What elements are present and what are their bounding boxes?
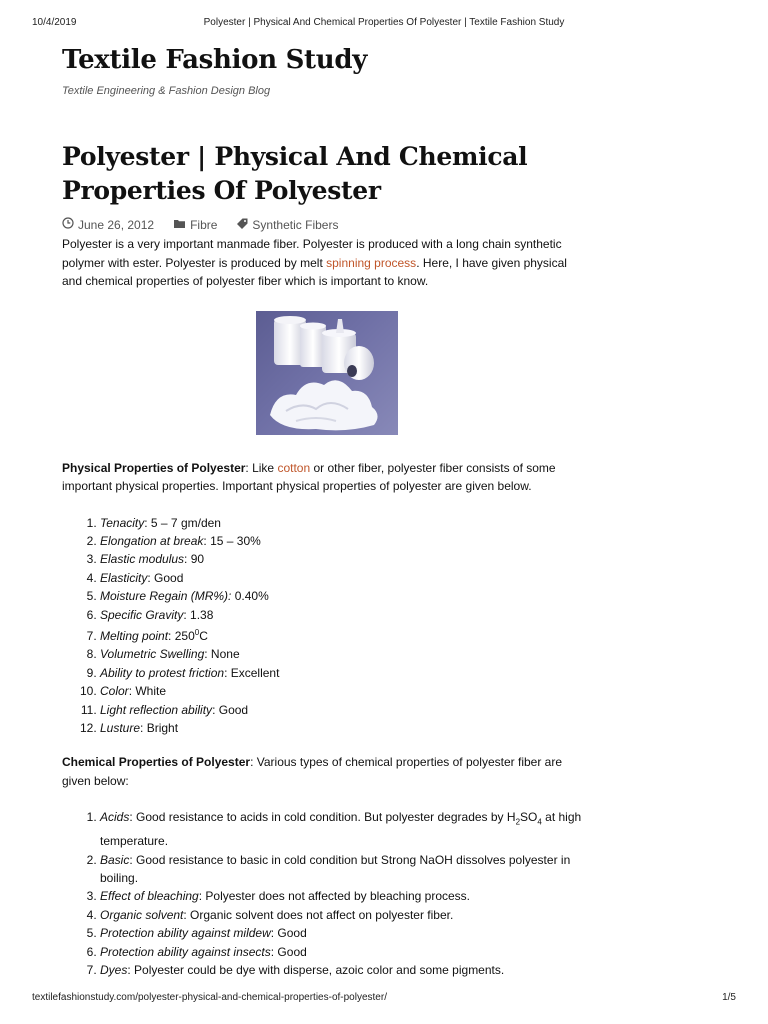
print-page-title: Polyester | Physical And Chemical Properties Of Polyester | Textile Fashion Study xyxy=(203,17,565,28)
property-label: Dyes xyxy=(100,963,128,978)
property-label: Specific Gravity xyxy=(100,607,184,622)
post-tag-item xyxy=(237,217,338,233)
list-item xyxy=(100,961,582,979)
list-item xyxy=(100,943,582,961)
spinning-process-link[interactable]: spinning process xyxy=(326,255,417,270)
list-item xyxy=(100,514,582,532)
list-item xyxy=(100,624,582,645)
post-date-item xyxy=(62,217,154,233)
chemical-intro xyxy=(62,753,582,790)
site-title-link[interactable]: Textile Fashion Study xyxy=(62,45,368,75)
folder-icon xyxy=(174,217,186,233)
property-label: Volumetric Swelling xyxy=(100,647,205,662)
post-category-link[interactable]: Fibre xyxy=(190,218,218,232)
print-page-number: 1/5 xyxy=(722,992,736,1003)
post-category-item xyxy=(174,217,217,233)
property-label: Moisture Regain (MR%): xyxy=(100,589,232,604)
property-value: : 15 – 30% xyxy=(203,533,261,548)
intro-paragraph xyxy=(62,235,582,291)
property-label: Effect of bleaching xyxy=(100,889,199,904)
list-item xyxy=(100,906,582,924)
property-value: : Good xyxy=(212,702,249,717)
site-description: Textile Engineering & Fashion Design Blog xyxy=(62,85,271,97)
chemical-properties-list xyxy=(62,808,582,979)
property-label: Color xyxy=(100,684,129,699)
property-label: Acids xyxy=(100,810,130,825)
property-label: Lusture xyxy=(100,720,141,735)
property-value: : Polyester does not affected by bleaching process. xyxy=(198,889,471,904)
physical-lead-start: : Like xyxy=(245,460,278,475)
property-label: Melting point xyxy=(100,628,169,643)
property-value: : Good xyxy=(270,944,307,959)
list-item xyxy=(100,924,582,942)
property-value-end: at high temperature. xyxy=(100,810,582,849)
physical-intro xyxy=(62,459,582,496)
list-item xyxy=(100,701,582,719)
property-value: : Organic solvent does not affect on polyester fiber. xyxy=(183,907,454,922)
property-value: : 250 xyxy=(168,628,195,643)
post-date-link[interactable]: June 26, 2012 xyxy=(78,218,155,232)
post-tag-link[interactable]: Synthetic Fibers xyxy=(252,218,339,232)
property-label: Elasticity xyxy=(100,570,148,585)
property-label: Elongation at break xyxy=(100,533,204,548)
property-value: : Good xyxy=(270,926,307,941)
list-item xyxy=(100,664,582,682)
list-item xyxy=(100,808,582,850)
list-item xyxy=(100,606,582,624)
property-label: Light reflection ability xyxy=(100,702,213,717)
property-value: : 1.38 xyxy=(183,607,214,622)
list-item xyxy=(100,550,582,568)
print-date: 10/4/2019 xyxy=(32,17,77,28)
article-content xyxy=(62,42,582,979)
formula-subscript: 4 xyxy=(537,817,542,827)
list-item xyxy=(100,587,582,605)
property-label: Elastic modulus xyxy=(100,552,185,567)
print-footer xyxy=(32,992,736,1006)
property-value: : Good resistance to acids in cold condition. But polyester degrades by H xyxy=(129,810,516,825)
property-value: : Bright xyxy=(140,720,179,735)
cotton-link[interactable]: cotton xyxy=(277,460,311,475)
property-value: 0.40% xyxy=(231,589,269,604)
property-label: Tenacity xyxy=(100,515,145,530)
list-item xyxy=(100,569,582,587)
property-value: : Good xyxy=(147,570,184,585)
property-label: Basic xyxy=(100,852,130,867)
list-item xyxy=(100,719,582,737)
intro-text-end: . Here, I have given physical and chemical properties of polyester fiber which is important to know. xyxy=(62,255,567,288)
degree-superscript: 0 xyxy=(194,627,200,637)
list-item xyxy=(100,851,582,888)
property-label: Protection ability against mildew xyxy=(100,926,271,941)
chemical-heading: Chemical Properties of Polyester xyxy=(62,755,251,770)
property-label: Ability to protest friction xyxy=(100,665,225,680)
property-value: : Polyester could be dye with disperse, azoic color and some pigments. xyxy=(127,963,505,978)
property-value: : Good resistance to basic in cold condition but Strong NaOH dissolves polyester in boiling. xyxy=(100,852,571,885)
physical-lead-end: or other fiber, polyester fiber consists of some important physical properties. Important physical properties of polyester are given below. xyxy=(62,460,556,493)
property-value: : Excellent xyxy=(224,665,280,680)
property-value: : White xyxy=(128,684,167,699)
post-title: Polyester | Physical And Chemical Properties Of Polyester xyxy=(62,142,528,205)
chemical-lead: : Various types of chemical properties of polyester fiber are given below: xyxy=(62,755,563,788)
list-item xyxy=(100,532,582,550)
intro-text-start: Polyester is a very important manmade fiber. Polyester is produced with a long chain synthetic polymer with ester. Polyester is produced by melt xyxy=(62,237,562,270)
list-item xyxy=(100,682,582,700)
print-header xyxy=(32,17,736,31)
post-meta xyxy=(62,217,582,233)
physical-heading: Physical Properties of Polyester xyxy=(62,460,246,475)
print-url: textilefashionstudy.com/polyester-physical-and-chemical-properties-of-polyester/ xyxy=(32,992,387,1003)
unit-text: C xyxy=(199,628,208,643)
list-item xyxy=(100,887,582,905)
property-label: Protection ability against insects xyxy=(100,944,271,959)
list-item xyxy=(100,645,582,663)
property-value: : 90 xyxy=(184,552,205,567)
polyester-yarn-image xyxy=(256,311,398,435)
formula-text: SO xyxy=(520,810,538,825)
property-label: Organic solvent xyxy=(100,907,184,922)
tag-icon xyxy=(237,217,248,233)
property-value: : None xyxy=(204,647,240,662)
physical-properties-list xyxy=(62,514,582,738)
property-value: : 5 – 7 gm/den xyxy=(144,515,221,530)
clock-icon xyxy=(62,217,74,233)
formula-subscript: 2 xyxy=(515,817,521,827)
